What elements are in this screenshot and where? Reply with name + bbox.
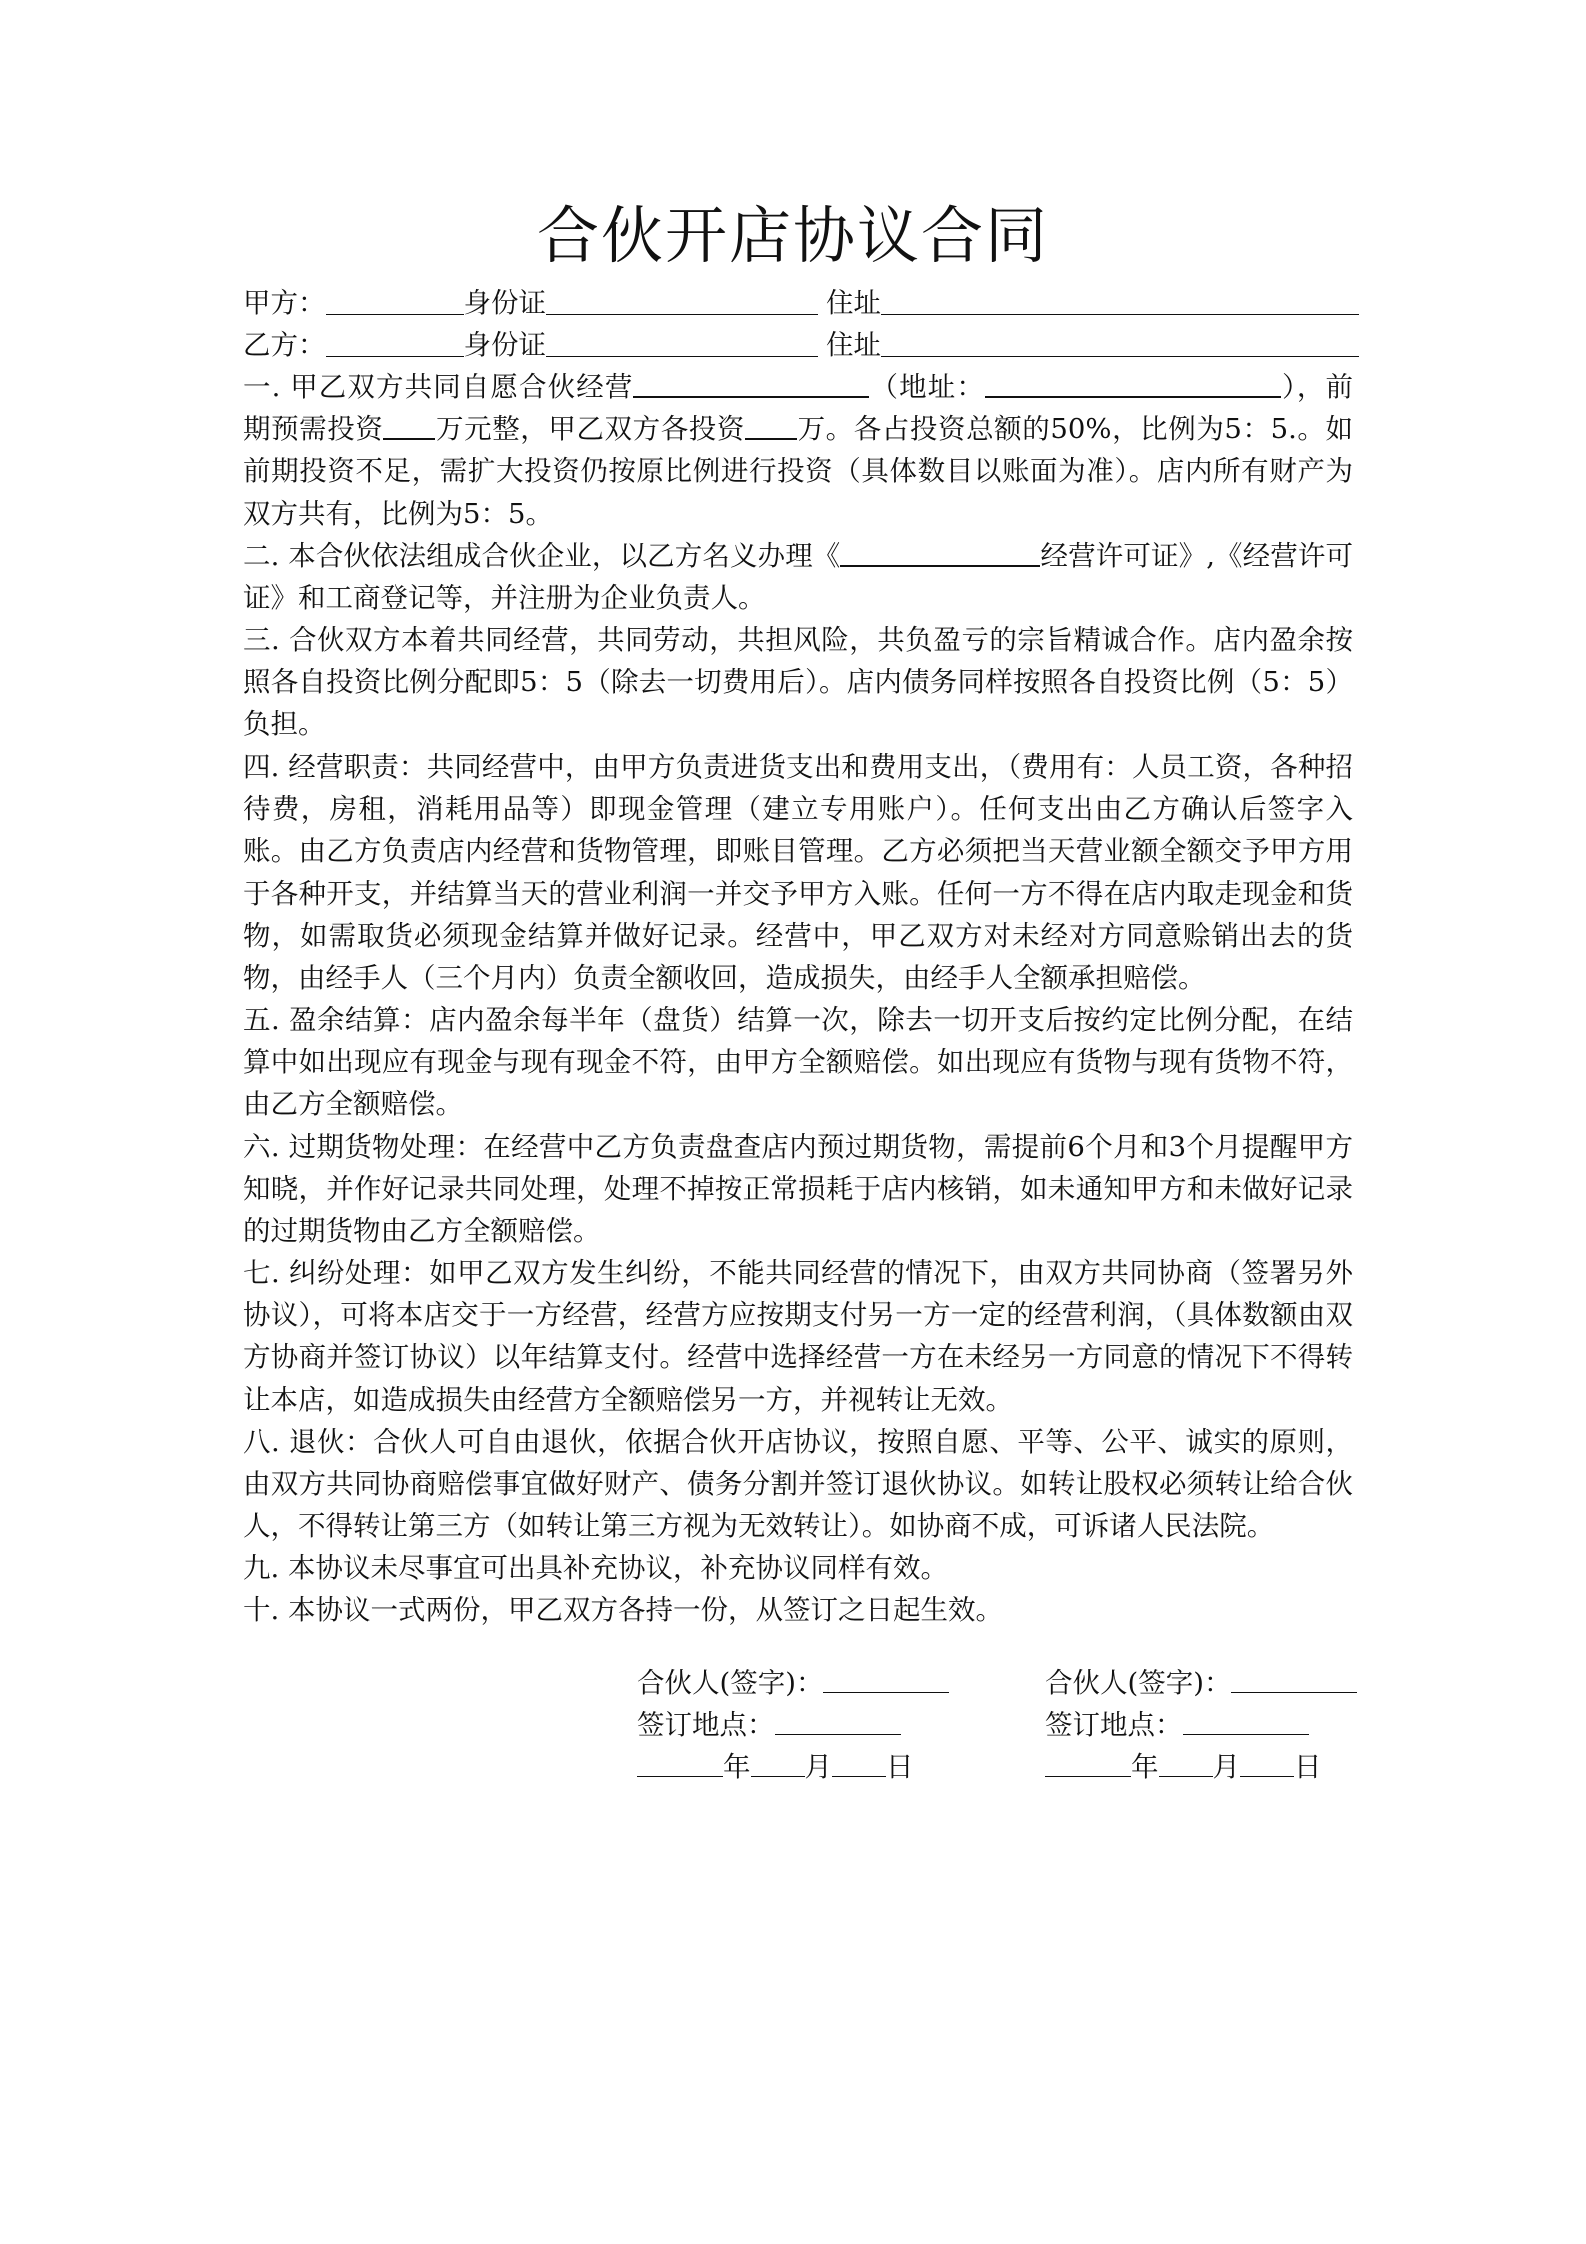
day-label: 日	[1294, 1751, 1322, 1783]
clause-9: 九. 本协议未尽事宜可出具补充协议，补充协议同样有效。	[243, 1552, 948, 1584]
clause-1-text-b: （地址：	[869, 371, 985, 403]
partner-label: 合伙人(签字)：	[637, 1667, 824, 1699]
year-label: 年	[723, 1751, 751, 1783]
party-b-label: 乙方：	[243, 329, 326, 361]
clause-4: 四. 经营职责：共同经营中，由甲方负责进货支出和费用支出，（费用有：人员工资，各种招待费，房租，消耗用品等）即现金管理（建立专用账户）。任何支出由乙方确认后签字入账。由乙方负责店内经营和货物管理，即账目管理。乙方必须把当天营业额全额交予甲方用于各种开支，并结算当天的营业利润一并交予甲方入账。任何一方不得在店内取走现金和货物，如需取货必须现金结算并做好记录。经营中，甲乙双方对未经对方同意赊销出去的货物，由经手人（三个月内）负责全额收回，造成损失，由经手人全额承担赔偿。	[243, 751, 1353, 995]
signature-right-place	[1045, 1704, 1309, 1746]
party-a-name-blank	[326, 282, 464, 315]
signature-left-date	[637, 1746, 914, 1788]
party-b-name-blank	[326, 324, 464, 357]
clause-6: 六. 过期货物处理：在经营中乙方负责盘查店内预过期货物，需提前6个月和3个月提醒甲方知晓，并作好记录共同处理，处理不掉按正常损耗于店内核销，如未通知甲方和未做好记录的过期货物由乙方全额赔偿。	[243, 1131, 1353, 1248]
each-investment-blank	[745, 408, 797, 440]
party-b-address-blank	[881, 324, 1359, 357]
clause-1-text-c: ），前期预需投资	[243, 371, 1354, 446]
clause-1-text-d: 万元整，甲乙双方各投资	[435, 413, 745, 446]
business-name-blank	[633, 366, 869, 398]
clause-2	[243, 535, 1353, 619]
place-blank	[775, 1704, 901, 1735]
partner-signature-blank	[823, 1662, 949, 1693]
party-a-row	[243, 282, 1353, 324]
party-a-id-blank	[546, 282, 818, 315]
year-label: 年	[1131, 1751, 1159, 1783]
license-name-blank	[840, 535, 1040, 567]
signature-left-place	[637, 1704, 901, 1746]
party-a-label: 甲方：	[243, 287, 326, 319]
clause-8: 八. 退伙：合伙人可自由退伙，依据合伙开店协议，按照自愿、平等、公平、诚实的原则，由双方共同协商赔偿事宜做好财产、债务分割并签订退伙协议。如转让股权必须转让给合伙人，不得转让第三方（如转让第三方视为无效转让）。如协商不成，可诉诸人民法院。	[243, 1426, 1353, 1543]
party-b-id-label: 身份证	[463, 329, 546, 361]
signature-left-partner	[637, 1662, 949, 1704]
party-a-id-label: 身份证	[463, 287, 546, 319]
party-a-address-label: 住址	[826, 287, 881, 319]
clause-10: 十. 本协议一式两份，甲乙双方各持一份，从签订之日起生效。	[243, 1594, 1003, 1626]
place-blank	[1183, 1704, 1309, 1735]
business-address-blank	[985, 366, 1281, 398]
day-blank	[832, 1746, 886, 1777]
month-label: 月	[1212, 1751, 1240, 1783]
signature-right-partner	[1045, 1662, 1357, 1704]
clause-3: 三. 合伙双方本着共同经营，共同劳动，共担风险，共负盈亏的宗旨精诚合作。店内盈余按照各自投资比例分配即5：5（除去一切费用后）。店内债务同样按照各自投资比例（5：5）负担。	[243, 624, 1353, 741]
total-investment-blank	[383, 408, 435, 440]
party-b-id-blank	[546, 324, 818, 357]
year-blank	[637, 1746, 723, 1777]
month-label: 月	[804, 1751, 832, 1783]
party-a-address-blank	[881, 282, 1359, 315]
partner-label: 合伙人(签字)：	[1045, 1667, 1232, 1699]
year-blank	[1045, 1746, 1131, 1777]
document-title: 合伙开店协议合同	[536, 199, 1049, 272]
clause-2-text-a: 二. 本合伙依法组成合伙企业，以乙方名义办理《	[243, 540, 841, 572]
day-label: 日	[886, 1751, 914, 1783]
signature-right-date	[1045, 1746, 1322, 1788]
party-b-address-label: 住址	[826, 329, 881, 361]
month-blank	[751, 1746, 805, 1777]
clause-1	[243, 366, 1353, 535]
place-label: 签订地点：	[1045, 1709, 1183, 1741]
month-blank	[1159, 1746, 1213, 1777]
clause-5: 五. 盈余结算：店内盈余每半年（盘货）结算一次，除去一切开支后按约定比例分配，在结算中如出现应有现金与现有现金不符，由甲方全额赔偿。如出现应有货物与现有货物不符，由乙方全额赔偿。	[243, 1004, 1353, 1121]
clause-1-text-e: 万。各占投资总额的50%，比例为5：5.。如前期投资不足，需扩大投资仍按原比例进行投资（具体数目以账面为准）。店内所有财产为双方共有，比例为5：5。	[243, 413, 1353, 530]
partner-signature-blank	[1231, 1662, 1357, 1693]
party-b-row	[243, 324, 1353, 366]
clause-1-text-a: 一. 甲乙双方共同自愿合伙经营	[243, 371, 634, 403]
place-label: 签订地点：	[637, 1709, 775, 1741]
clause-7: 七. 纠纷处理：如甲乙双方发生纠纷，不能共同经营的情况下，由双方共同协商（签署另外协议），可将本店交于一方经营，经营方应按期支付另一方一定的经营利润，（具体数额由双方协商并签订协议）以年结算支付。经营中选择经营一方在未经另一方同意的情况下不得转让本店，如造成损失由经营方全额赔偿另一方，并视转让无效。	[243, 1257, 1353, 1416]
day-blank	[1240, 1746, 1294, 1777]
clause-2-text-b: 经营许可证》,《经营许可证》和工商登记等，并注册为企业负责人。	[243, 540, 1353, 615]
